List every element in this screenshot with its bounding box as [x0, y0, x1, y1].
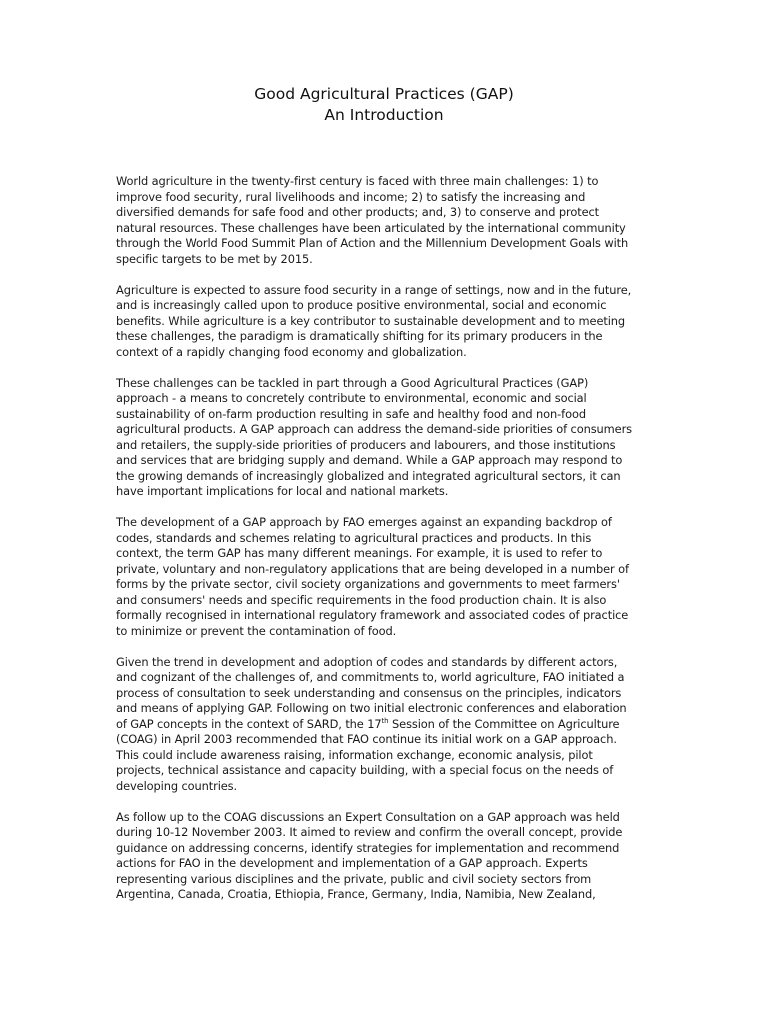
paragraph-3: These challenges can be tackled in part through a Good Agricultural Practices (GAP) approach - a means to concretely contribute to environmental, economic and social sustainability of on-farm production resulting in safe and healthy food and non-food agricultural products. A GAP approach can address the demand-side priorities of consumers and retailers, the supply-side priorities of producers and labourers, and those institutions and services that are bridging supply and demand. While a GAP approach may respond to the growing demands of increasingly globalized and integrated agricultural sectors, it can have important implications for local and national markets. — [116, 375, 632, 498]
paragraph-1: World agriculture in the twenty-first century is faced with three main challenges: 1) to improve food security, rural livelihoods and income; 2) to satisfy the increasing and diversified demands for safe food and other products; and, 3) to conserve and protect natural resources. These challenges have been articulated by the international community through the World Food Summit Plan of Action and the Millennium Development Goals with specific targets to be met by 2015. — [116, 174, 629, 266]
document-title — [0, 84, 768, 126]
ordinal-superscript: th — [381, 716, 389, 725]
paragraph-6: As follow up to the COAG discussions an Expert Consultation on a GAP approach was held during 10-12 November 2003. It aimed to review and confirm the overall concept, provide guidance on addressing concerns, identify strategies for implementation and recommend actions for FAO in the development and implementation of a GAP approach. Experts representing various disciplines and the private, public and civil society sectors from Argentina, Canada, Croatia, Ethiopia, France, Germany, India, Namibia, New Zealand, — [116, 809, 623, 901]
title-line-2: An Introduction — [324, 106, 444, 124]
paragraph-2: Agriculture is expected to assure food security in a range of settings, now and in the future, and is increasingly called upon to produce positive environmental, social and economic benefits. While agriculture is a key contributor to sustainable development and to meeting these challenges, the paradigm is dramatically shifting for its primary producers in the context of a rapidly changing food economy and globalization. — [116, 282, 632, 359]
paragraph-5-text-b: Session of the Committee on Agriculture (COAG) in April 2003 recommended that FAO continue its initial work on a GAP approach. This could include awareness raising, information exchange, economic analysis, pilot projects, technical assistance and capacity building, with a special focus on the needs of developing countries. — [116, 716, 620, 793]
document-body — [116, 174, 636, 918]
paragraph-5-text-a: Given the trend in development and adoption of codes and standards by different actors, and cognizant of the challenges of, and commitments to, world agriculture, FAO initiated a process of consultation to seek understanding and consensus on the principles, indicators and means of applying GAP. Following on two initial electronic conferences and elaboration of GAP concepts in the context of SARD, the 17 — [116, 654, 627, 731]
paragraph-5 — [116, 655, 636, 795]
paragraph-4: The development of a GAP approach by FAO emerges against an expanding backdrop of codes, standards and schemes relating to agricultural practices and products. In this context, the term GAP has many different meanings. For example, it is used to refer to private, voluntary and non-regulatory applications that are being developed in a number of forms by the private sector, civil society organizations and governments to meet farmers' and consumers' needs and specific requirements in the food production chain. It is also formally recognised in international regulatory framework and associated codes of practice to minimize or prevent the contamination of food. — [116, 515, 629, 638]
title-line-1: Good Agricultural Practices (GAP) — [254, 85, 514, 103]
